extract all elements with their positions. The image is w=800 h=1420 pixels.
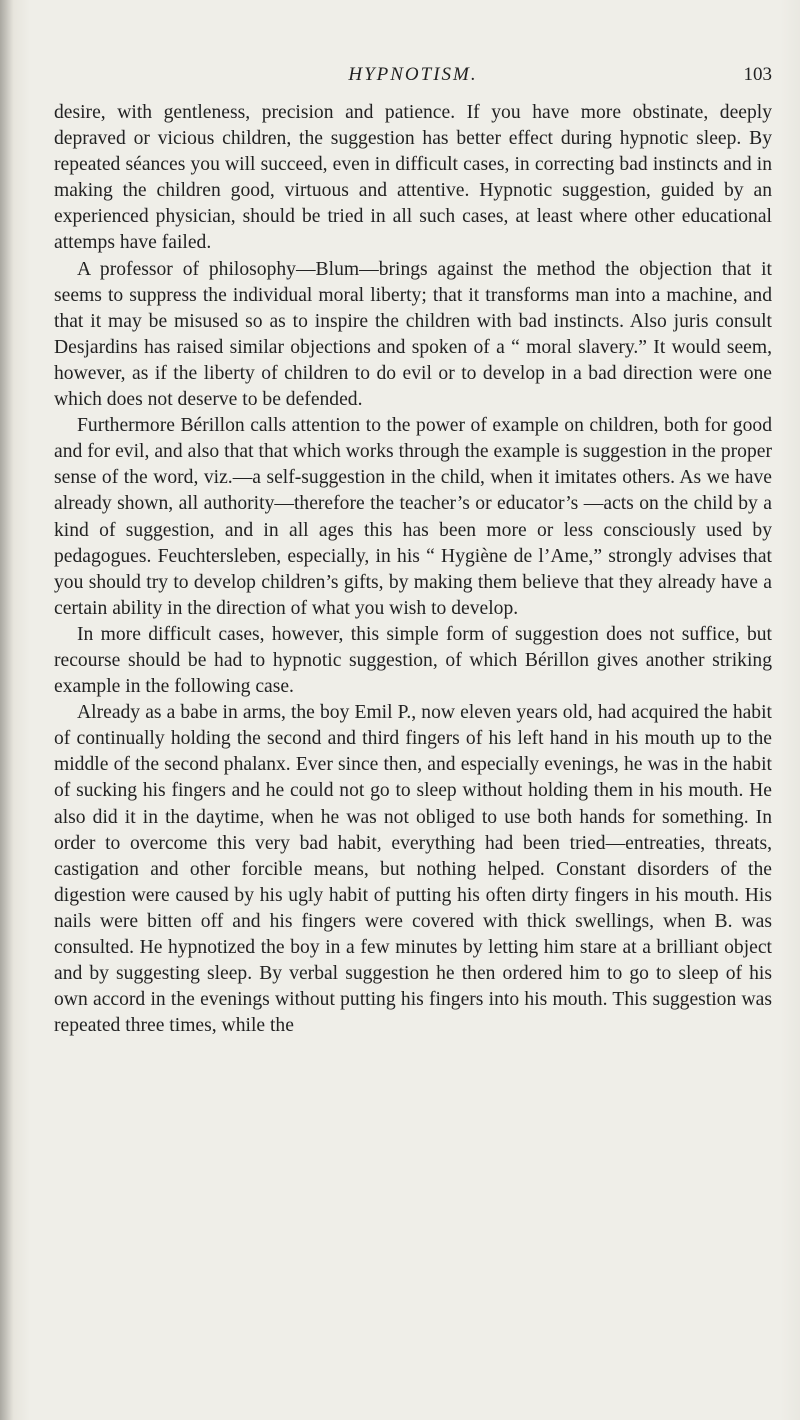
page-number: 103 (743, 64, 772, 85)
paragraph-continuation: desire, with gentleness, precision and patience. If you have more obstinate, deeply depraved or vicious children, the suggestion has better effect during hypnotic sleep. By repeated séances you will succeed, even in difficult cases, in correcting bad instincts and in making the children good, virtuous and attentive. Hypnotic suggestion, guided by an experienced physician, should be tried in all such cases, at least where other educational attemps have failed. (54, 102, 772, 254)
running-head (54, 62, 772, 92)
paragraph-case-emil: Already as a babe in arms, the boy Emil P., now eleven years old, had acquired the habit of continually holding the second and third fingers of his left hand in his mouth up to the middle of the second phalanx. Ever since then, and especially evenings, he was in the habit of sucking his fingers and he could not go to sleep without holding them in his mouth. He also did it in the daytime, when he was not obliged to use both hands for something. In order to overcome this very bad habit, everything had been tried—entreaties, threats, castigation and other forcible means, but nothing helped. Constant disorders of the digestion were caused by his ugly habit of putting his often dirty fingers in his mouth. His nails were bitten off and his fingers were covered with thick swellings, when B. was consulted. He hypnotized the boy in a few minutes by letting him stare at a brilliant object and by suggesting sleep. By verbal suggestion he then ordered him to go to sleep of his own accord in the evenings without putting his fingers into his mouth. This suggestion was repeated three times, while the (54, 702, 772, 1037)
paragraph-power-of-example: Furthermore Bérillon calls attention to the power of example on children, both for good and for evil, and also that that which works through the example is suggestion in the proper sense of the word, viz.—a self-suggestion in the child, when it imitates others. As we have already shown, all authority—therefore the teacher’s or educator’s —acts on the child by a kind of suggestion, and in all ages this has been more or less consciously used by pedagogues. Feuchtersleben, especially, in his “ Hygiène de l’Ame,” strongly advises that you should try to develop children’s gifts, by making them believe that they already have a certain ability in the direction of what you wish to develop. (54, 415, 772, 619)
paragraph-difficult-cases: In more difficult cases, however, this simple form of suggestion does not suffice, but recourse should be had to hypnotic suggestion, of which Bérillon gives another striking example in the following case. (54, 623, 772, 698)
paragraph-blum-objection: A professor of philosophy—Blum—brings against the method the objection that it seems to suppress the individual moral liberty; that it transforms man into a machine, and that it may be misused so as to inspire the children with bad instincts. Also juris consult Desjardins has raised similar objections and spoken of a “ moral slavery.” It would seem, however, as if the liberty of children to do evil or to develop in a bad direction were one which does not deserve to be defended. (54, 258, 772, 411)
binding-shadow (0, 0, 14, 1420)
running-title: HYPNOTISM. (348, 64, 478, 85)
body-text (54, 100, 772, 1039)
